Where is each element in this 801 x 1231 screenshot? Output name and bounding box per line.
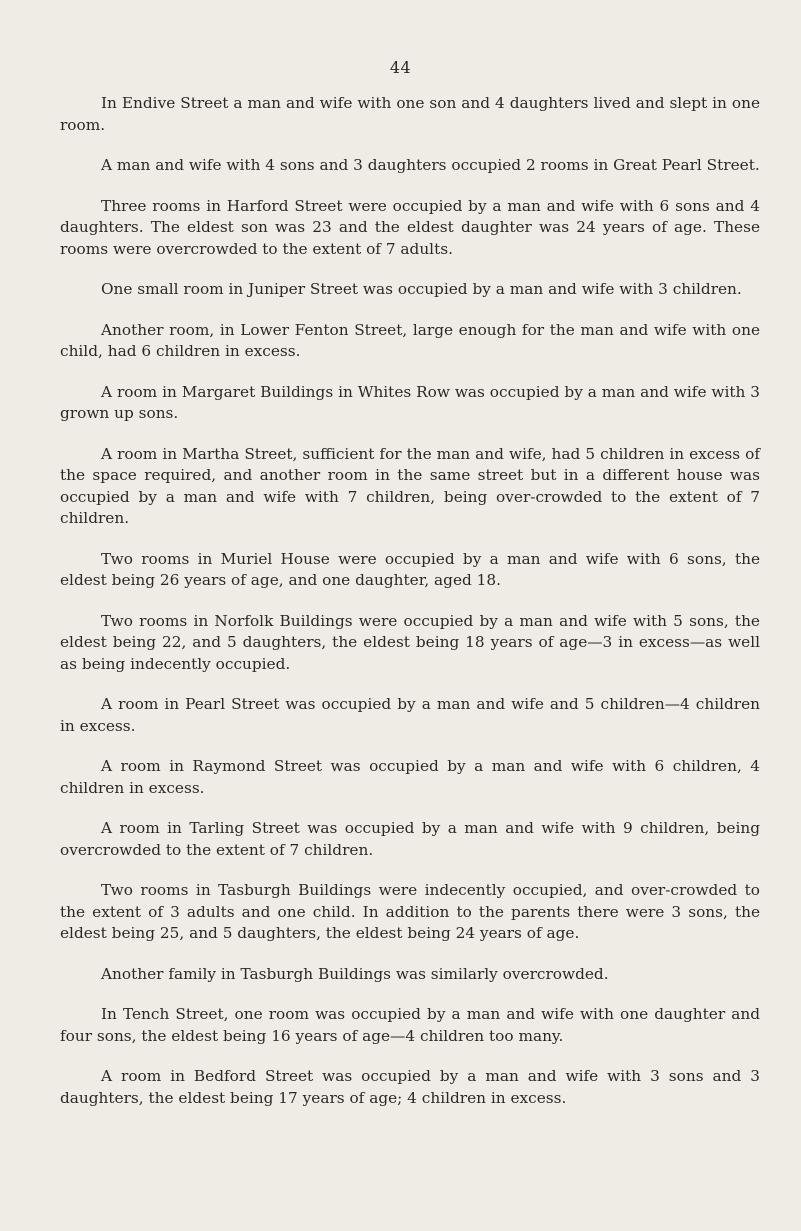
paragraph-harford-street: Three rooms in Harford Street were occupied by a man and wife with 6 sons and 4 daughters. The eldest son was 23 and the eldest daughter was 24 years of age. These rooms were overcrowded to the extent of 7 adults. [60, 196, 760, 258]
paragraph-martha-street: A room in Martha Street, sufficient for the man and wife, had 5 children in excess of the space required, and another room in the same street but in a different house was occupied by a man and wife with 7 children, being over-crowded to the extent of 7 children. [60, 444, 760, 527]
paragraph-tasburgh-another-family: Another family in Tasburgh Buildings was similarly overcrowded. [101, 964, 609, 983]
paragraph-lower-fenton-street: Another room, in Lower Fenton Street, large enough for the man and wife with one child, had 6 children in excess. [60, 320, 760, 360]
paragraph-great-pearl-street: A man and wife with 4 sons and 3 daughters occupied 2 rooms in Great Pearl Street. [101, 156, 760, 174]
page-number: 44 [389, 58, 412, 77]
paragraph-juniper-street: One small room in Juniper Street was occupied by a man and wife with 3 children. [101, 280, 742, 298]
paragraph-muriel-house: Two rooms in Muriel House were occupied by a man and wife with 6 sons, the eldest being 26 years of age, and one daughter, aged 18. [60, 549, 760, 589]
paragraph-pearl-street: A room in Pearl Street was occupied by a man and wife and 5 children—4 children in excess. [60, 695, 760, 735]
paragraph-endive-street: In Endive Street a man and wife with one son and 4 daughters lived and slept in one room. [60, 94, 760, 134]
paragraph-tasburgh-buildings: Two rooms in Tasburgh Buildings were indecently occupied, and over-crowded to the extent of 3 adults and one child. In addition to the parents there were 3 sons, the eldest being 25, and 5 daughters, the eldest being 24 years of age. [60, 881, 760, 942]
body-text [60, 93, 760, 1128]
paragraph-raymond-street: A room in Raymond Street was occupied by a man and wife with 6 children, 4 children in excess. [60, 757, 760, 797]
paragraph-tench-street: In Tench Street, one room was occupied by a man and wife with one daughter and four sons, the eldest being 16 years of age—4 children too many. [60, 1005, 760, 1045]
paragraph-bedford-street: A room in Bedford Street was occupied by a man and wife with 3 sons and 3 daughters, the eldest being 17 years of age; 4 children in excess. [60, 1067, 760, 1107]
paragraph-margaret-buildings: A room in Margaret Buildings in Whites Row was occupied by a man and wife with 3 grown up sons. [60, 382, 760, 422]
paragraph-tarling-street: A room in Tarling Street was occupied by a man and wife with 9 children, being overcrowded to the extent of 7 children. [60, 819, 760, 859]
paragraph-norfolk-buildings: Two rooms in Norfolk Buildings were occupied by a man and wife with 5 sons, the eldest being 22, and 5 daughters, the eldest being 18 years of age—3 in excess—as well as being indecently occupied. [60, 611, 760, 673]
